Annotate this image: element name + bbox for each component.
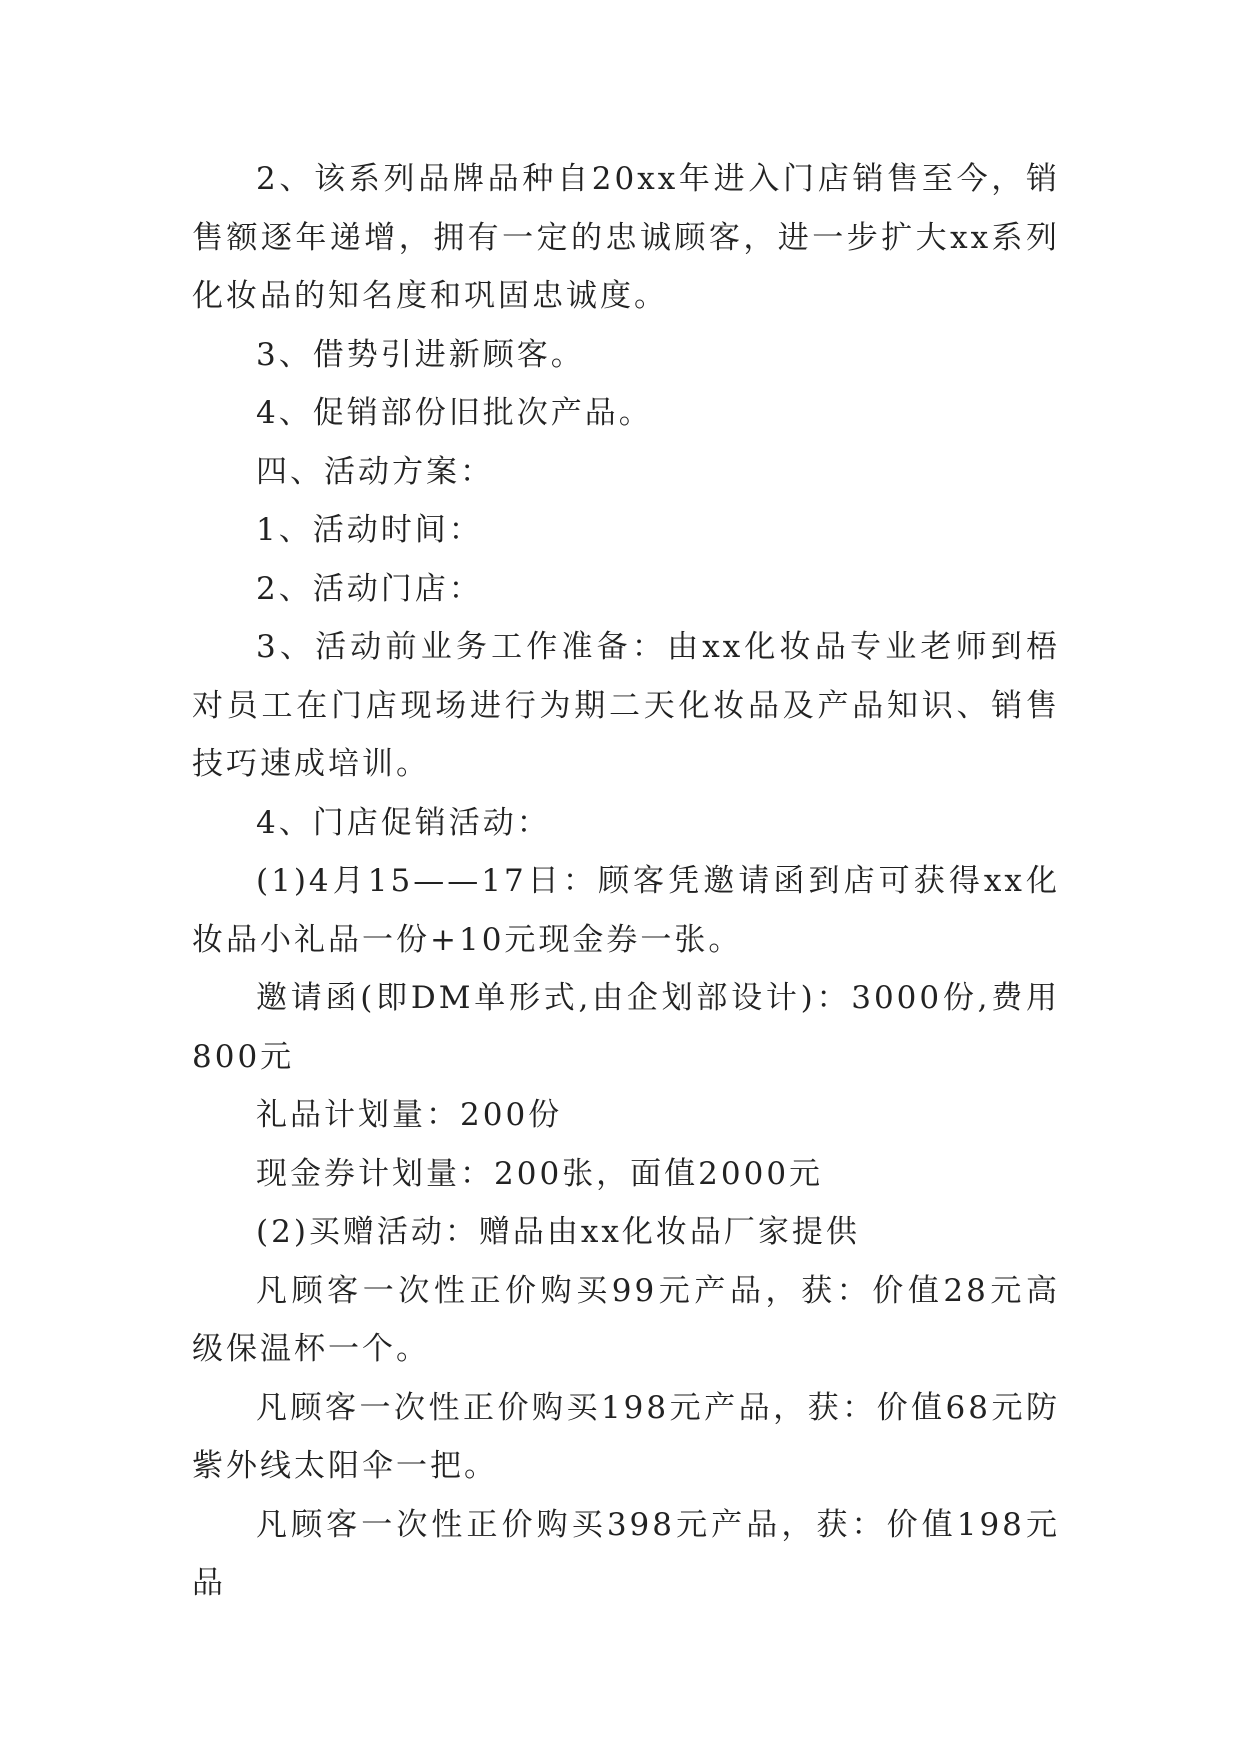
paragraph-promo-1: (1)4月15——17日：顾客凭邀请函到店可获得xx化妆品小礼品一份+10元现金券一张。 <box>192 863 1060 958</box>
paragraph-preparation: 3、活动前业务工作准备：由xx化妆品专业老师到梧对员工在门店现场进行为期二天化妆品及产品知识、销售技巧速成培训。 <box>192 629 1060 782</box>
section-heading-activity-plan: 四、活动方案： <box>256 453 494 490</box>
paragraph-coupon-plan: 现金券计划量：200张，面值2000元 <box>256 1155 824 1192</box>
paragraph-promo-2: (2)买赠活动：赠品由xx化妆品厂家提供 <box>256 1214 860 1250</box>
document-page <box>192 150 1060 1613</box>
paragraph-invitation: 邀请函(即DM单形式,由企划部设计)：3000份,费用800元 <box>192 980 1060 1075</box>
paragraph-activity-store: 2、活动门店： <box>256 570 483 607</box>
paragraph-gift-plan: 礼品计划量：200份 <box>256 1097 563 1133</box>
paragraph-activity-time: 1、活动时间： <box>256 512 483 548</box>
paragraph-1: 2、该系列品牌品种自20xx年进入门店销售至今，销售额逐年递增，拥有一定的忠诚顾客，进一步扩大xx系列化妆品的知名度和巩固忠诚度。 <box>192 161 1060 314</box>
paragraph-store-promotion: 4、门店促销活动： <box>256 804 551 841</box>
paragraph-2: 3、借势引进新顾客。 <box>256 336 585 373</box>
paragraph-3: 4、促销部份旧批次产品。 <box>256 395 653 431</box>
paragraph-tier-99: 凡顾客一次性正价购买99元产品，获：价值28元高级保温杯一个。 <box>192 1272 1060 1367</box>
paragraph-tier-198: 凡顾客一次性正价购买198元产品，获：价值68元防紫外线太阳伞一把。 <box>192 1389 1060 1484</box>
paragraph-tier-398: 凡顾客一次性正价购买398元产品，获：价值198元品 <box>192 1506 1060 1601</box>
